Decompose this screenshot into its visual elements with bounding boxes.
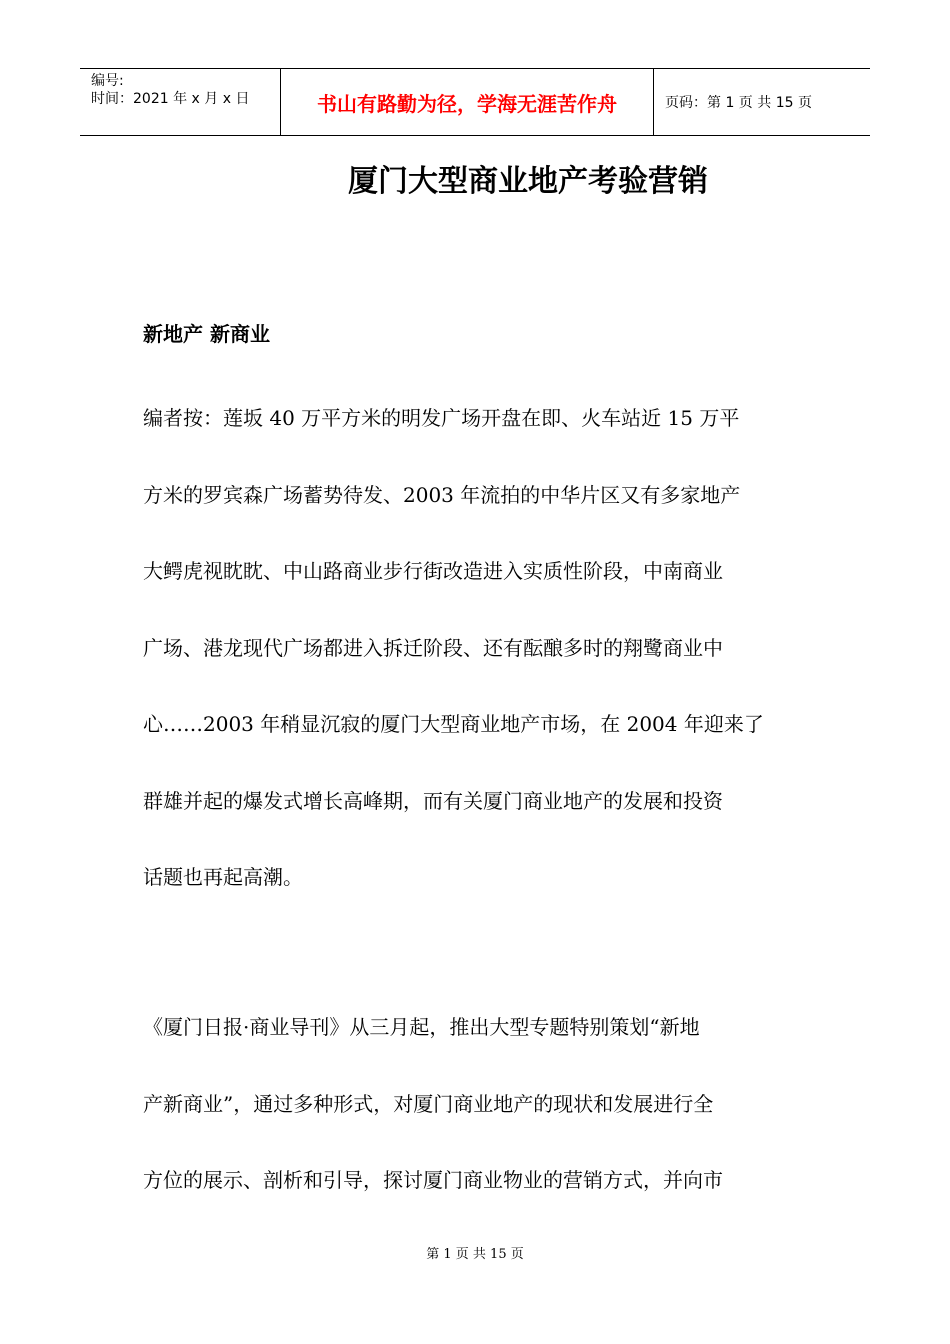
- header-page-info: 页码：第 1 页 共 15 页: [665, 95, 812, 111]
- paragraph-line: 群雄并起的爆发式增长高峰期，而有关厦门商业地产的发展和投资: [143, 788, 723, 813]
- header-page-cell: [654, 69, 870, 135]
- paragraph-line: 广场、港龙现代广场都进入拆迁阶段、还有酝酿多时的翔鹭商业中: [143, 635, 723, 660]
- header-meta-cell: [80, 69, 281, 135]
- page-header: [80, 68, 870, 136]
- body-paragraph: [143, 1013, 823, 1243]
- editor-note-paragraph: [143, 404, 823, 940]
- document-title: 厦门大型商业地产考验营销: [348, 164, 708, 199]
- document-date: 时间：2021 年 x 月 x 日: [91, 91, 250, 107]
- document-number-label: 编号:: [91, 73, 124, 89]
- header-motto: 书山有路勤为径，学海无涯苦作舟: [317, 91, 617, 116]
- paragraph-line: 《厦门日报·商业导刊》从三月起，推出大型专题特别策划“新地: [143, 1015, 700, 1039]
- paragraph-line: 心……2003 年稍显沉寂的厦门大型商业地产市场，在 2004 年迎来了: [143, 712, 764, 736]
- paragraph-line: 编者按：莲坂 40 万平方米的明发广场开盘在即、火车站近 15 万平: [143, 406, 740, 430]
- paragraph-line: 方位的展示、剖析和引导，探讨厦门商业物业的营销方式，并向市: [143, 1168, 723, 1192]
- paragraph-line: 话题也再起高潮。: [143, 865, 303, 889]
- page-footer: 第 1 页 共 15 页: [426, 1247, 524, 1262]
- section-heading: 新地产 新商业: [143, 322, 270, 346]
- paragraph-line: 大鳄虎视眈眈、中山路商业步行街改造进入实质性阶段，中南商业: [143, 559, 723, 583]
- header-motto-cell: [281, 69, 654, 135]
- paragraph-line: 产新商业”，通过多种形式，对厦门商业地产的现状和发展进行全: [143, 1091, 714, 1116]
- paragraph-line: 方米的罗宾森广场蓄势待发、2003 年流拍的中华片区又有多家地产: [143, 482, 741, 507]
